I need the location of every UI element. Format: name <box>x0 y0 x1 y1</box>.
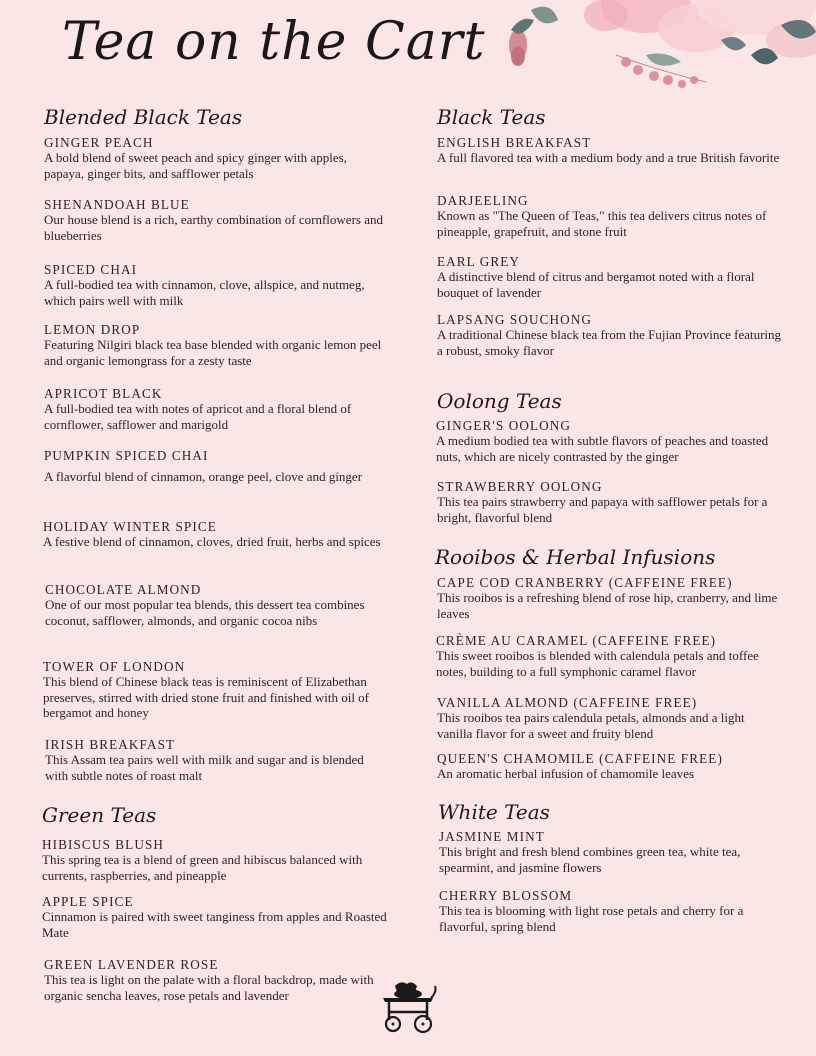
section-title: Green Teas <box>42 803 157 827</box>
item-description: This blend of Chinese black teas is reminiscent of Elizabethan preserves, stirred with dried stone fruit and finished with oil of bergamot and honey <box>43 674 370 720</box>
item-name: CRÈME AU CARAMEL (CAFFEINE FREE) <box>436 633 717 648</box>
menu-item <box>44 448 389 485</box>
item-description: A bold blend of sweet peach and spicy ginger with apples, papaya, ginger bits, and safflower petals <box>44 150 347 181</box>
item-description: This bright and fresh blend combines green tea, white tea, spearmint, and jasmine flowers <box>439 844 741 875</box>
item-description: This Assam tea pairs well with milk and sugar and is blended with subtle notes of roast malt <box>45 752 364 783</box>
item-name: GINGER PEACH <box>44 135 154 150</box>
item-name: HIBISCUS BLUSH <box>42 837 165 852</box>
menu-item <box>436 418 781 464</box>
item-description: A full-bodied tea with cinnamon, clove, allspice, and nutmeg, which pairs well with milk <box>44 277 365 308</box>
item-name: PUMPKIN SPICED CHAI <box>44 448 209 463</box>
item-name: APRICOT BLACK <box>44 386 163 401</box>
menu-item <box>436 633 796 679</box>
watercolor-roses-icon <box>506 0 816 100</box>
menu-item <box>44 197 389 243</box>
item-description: This rooibos tea pairs calendula petals, almonds and a light vanilla flavor for a sweet and fruity blend <box>437 710 745 741</box>
item-name: HOLIDAY WINTER SPICE <box>43 519 217 534</box>
section-title: White Teas <box>438 800 550 824</box>
item-name: DARJEELING <box>437 193 529 208</box>
item-description: Known as "The Queen of Teas," this tea delivers citrus notes of pineapple, grapefruit, and stone fruit <box>437 208 767 239</box>
item-description: A festive blend of cinnamon, cloves, dried fruit, herbs and spices <box>43 534 381 549</box>
menu-item <box>43 519 388 550</box>
menu-item <box>439 829 784 875</box>
menu-item <box>437 312 782 358</box>
menu-item <box>44 322 389 368</box>
menu-item <box>44 386 389 432</box>
item-description: This spring tea is a blend of green and hibiscus balanced with currents, raspberries, and pineapple <box>42 852 363 883</box>
page-title: Tea on the Cart <box>62 12 486 72</box>
menu-item <box>437 575 797 621</box>
item-description: This tea is blooming with light rose petals and cherry for a flavorful, spring blend <box>439 903 744 934</box>
item-name: JASMINE MINT <box>439 829 545 844</box>
item-description: This rooibos is a refreshing blend of rose hip, cranberry, and lime leaves <box>437 590 778 621</box>
item-name: CAPE COD CRANBERRY (CAFFEINE FREE) <box>437 575 733 590</box>
menu-item <box>437 695 797 741</box>
item-description: A full flavored tea with a medium body and a true British favorite <box>437 150 780 165</box>
menu-item <box>437 479 782 525</box>
item-description: An aromatic herbal infusion of chamomile leaves <box>437 766 695 781</box>
item-description: A distinctive blend of citrus and bergamot noted with a floral bouquet of lavender <box>437 269 755 300</box>
item-name: QUEEN'S CHAMOMILE (CAFFEINE FREE) <box>437 751 723 766</box>
item-description: This tea pairs strawberry and papaya with safflower petals for a bright, flavorful blend <box>437 494 768 525</box>
item-description: This sweet rooibos is blended with calendula petals and toffee notes, building to a full symphonic caramel flavor <box>436 648 759 679</box>
item-name: GINGER'S OOLONG <box>436 418 571 433</box>
menu-item <box>44 135 389 181</box>
item-name: CHERRY BLOSSOM <box>439 888 573 903</box>
item-name: TOWER OF LONDON <box>43 659 186 674</box>
menu-item <box>437 193 782 239</box>
menu-item <box>43 659 388 721</box>
menu-item <box>439 888 784 934</box>
menu-item <box>45 737 390 783</box>
menu-item <box>44 262 389 308</box>
menu-item <box>437 751 797 782</box>
item-description: A full-bodied tea with notes of apricot and a floral blend of cornflower, safflower and marigold <box>44 401 352 432</box>
item-description: A traditional Chinese black tea from the Fujian Province featuring a robust, smoky flavor <box>437 327 782 358</box>
item-name: EARL GREY <box>437 254 521 269</box>
section-title: Blended Black Teas <box>44 105 243 129</box>
menu-item <box>437 254 782 300</box>
item-description: This tea is light on the palate with a floral backdrop, made with organic sencha leaves, rose petals and lavender <box>44 972 374 1003</box>
item-description: Cinnamon is paired with sweet tanginess from apples and Roasted Mate <box>42 909 387 940</box>
item-description: A flavorful blend of cinnamon, orange peel, clove and ginger <box>44 469 363 484</box>
menu-item <box>42 837 387 883</box>
item-name: CHOCOLATE ALMOND <box>45 582 202 597</box>
section-title: Black Teas <box>437 105 546 129</box>
item-name: LAPSANG SOUCHONG <box>437 312 592 327</box>
tea-cart-icon <box>381 980 437 1034</box>
item-name: APPLE SPICE <box>42 894 134 909</box>
section-title: Rooibos & Herbal Infusions <box>435 545 716 569</box>
item-name: SPICED CHAI <box>44 262 138 277</box>
menu-item <box>44 957 389 1003</box>
item-description: A medium bodied tea with subtle flavors of peaches and toasted nuts, which are nicely contrasted by the ginger <box>436 433 769 464</box>
item-name: VANILLA ALMOND (CAFFEINE FREE) <box>437 695 698 710</box>
menu-item <box>45 582 390 628</box>
menu-item <box>42 894 387 940</box>
item-name: GREEN LAVENDER ROSE <box>44 957 219 972</box>
item-name: LEMON DROP <box>44 322 141 337</box>
menu-item <box>437 135 782 166</box>
item-description: Our house blend is a rich, earthy combination of cornflowers and blueberries <box>44 212 383 243</box>
item-description: Featuring Nilgiri black tea base blended with organic lemon peel and organic lemongrass for a zesty taste <box>44 337 382 368</box>
item-name: STRAWBERRY OOLONG <box>437 479 603 494</box>
section-title: Oolong Teas <box>437 389 562 413</box>
item-name: IRISH BREAKFAST <box>45 737 176 752</box>
item-name: ENGLISH BREAKFAST <box>437 135 592 150</box>
item-name: SHENANDOAH BLUE <box>44 197 190 212</box>
item-description: One of our most popular tea blends, this dessert tea combines coconut, safflower, almonds, and organic cocoa nibs <box>45 597 365 628</box>
